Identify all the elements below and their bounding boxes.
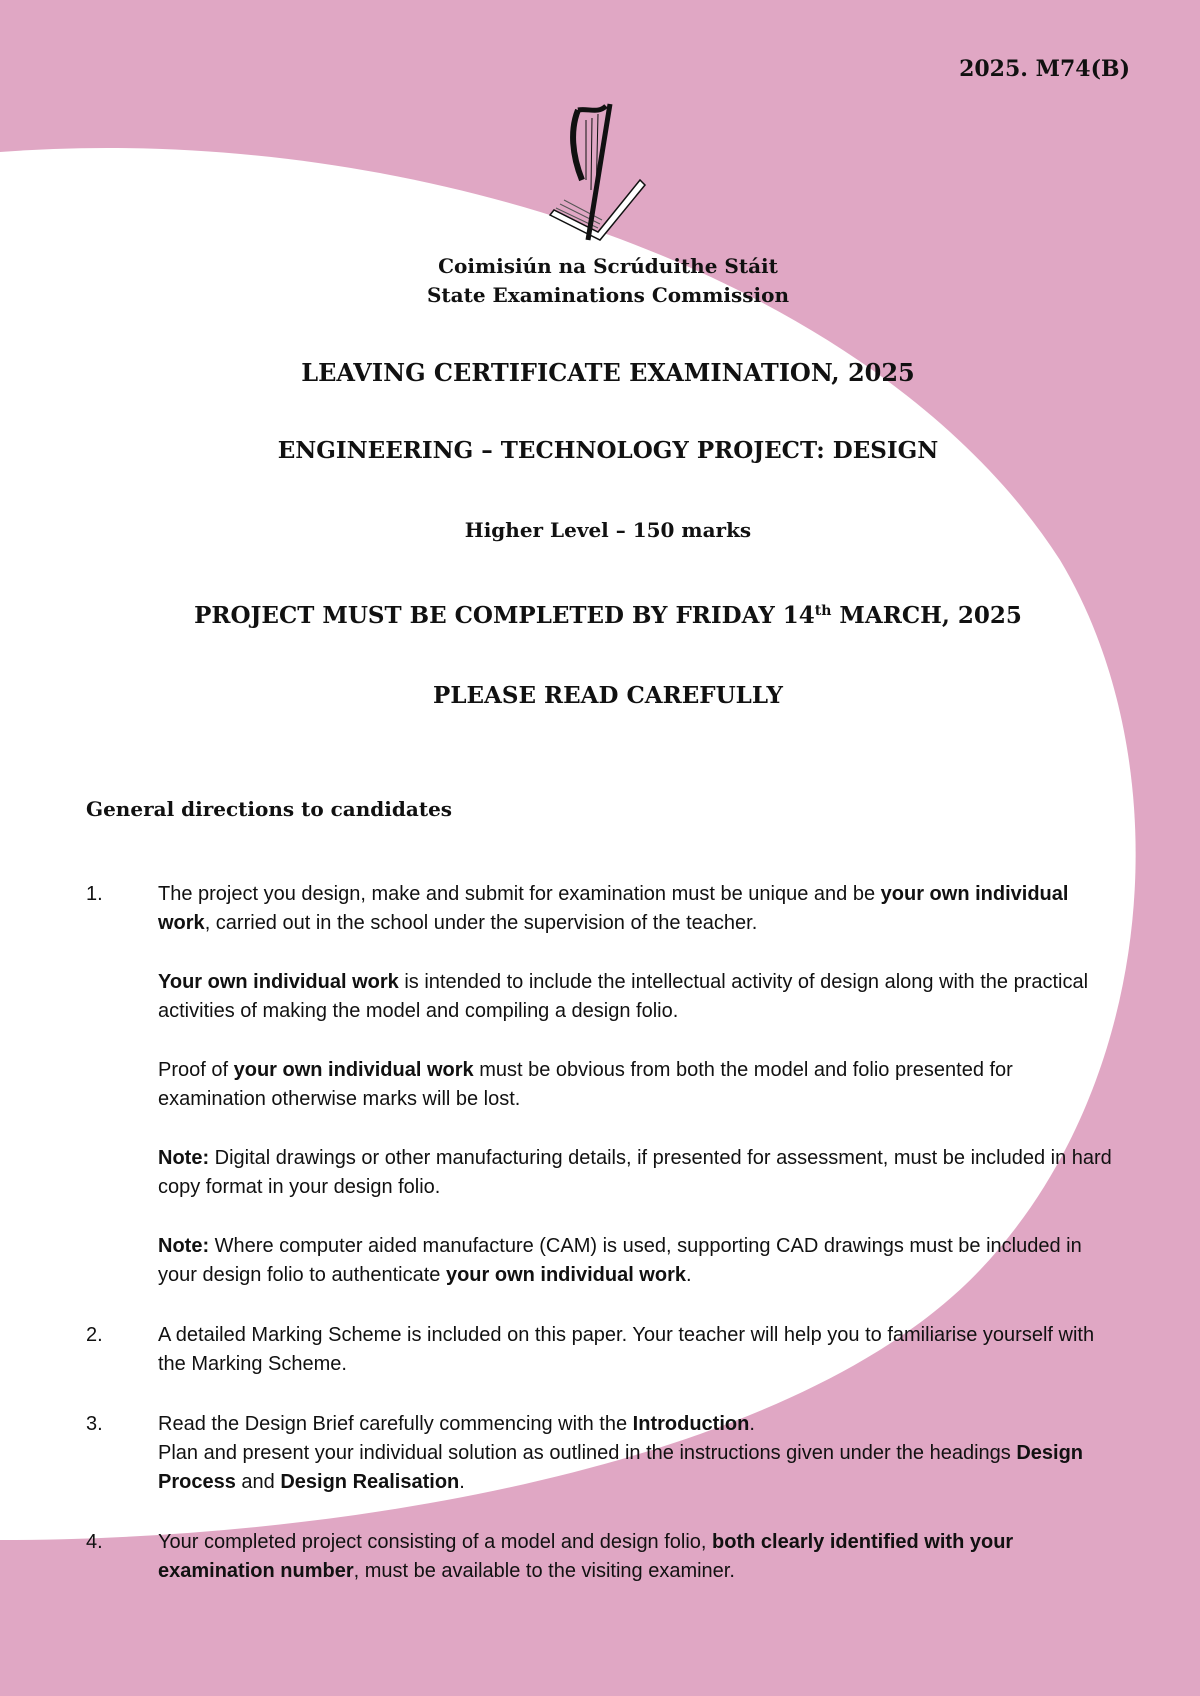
item-number: 1. xyxy=(86,883,103,905)
item1-paragraph-2: Your own individual work is intended to include the intellectual activity of design along with the practical activities of making the model and compiling a design folio. xyxy=(158,971,1089,1022)
item-number: 2. xyxy=(86,1324,103,1346)
read-carefully-notice: PLEASE READ CAREFULLY xyxy=(433,682,783,709)
org-name-english: State Examinations Commission xyxy=(426,283,790,307)
item-number: 3. xyxy=(86,1413,103,1435)
general-directions-heading: General directions to candidates xyxy=(86,797,453,821)
exam-title: LEAVING CERTIFICATE EXAMINATION, 2025 xyxy=(301,358,915,387)
item1-note-cam: Note: Where computer aided manufacture (CAM) is used, supporting CAD drawings must be included in your design folio to authenticate your own individual work. xyxy=(158,1235,1082,1286)
item1-note-digital-drawings: Note: Digital drawings or other manufacturing details, if presented for assessment, must be included in hard copy format in your design folio. xyxy=(158,1147,1112,1198)
paper-code: 2025. M74(B) xyxy=(959,56,1130,82)
item4-paragraph: Your completed project consisting of a model and design folio, both clearly identified with your examination number, must be available to the visiting examiner. xyxy=(158,1531,1014,1582)
item2-paragraph: A detailed Marking Scheme is included on this paper. Your teacher will help you to familiarise yourself with the Marking Scheme. xyxy=(158,1324,1095,1375)
item-number: 4. xyxy=(86,1531,103,1553)
deadline-notice: PROJECT MUST BE COMPLETED BY FRIDAY 14th MARCH, 2025 xyxy=(194,602,1022,629)
item3-paragraph: Read the Design Brief carefully commencing with the Introduction. Plan and present your individual solution as outlined in the instructions given under the headings Design Process and Design Realisation. xyxy=(158,1413,1084,1493)
harp-icon xyxy=(540,100,655,250)
item1-paragraph-1: The project you design, make and submit for examination must be unique and be your own individual work, carried out in the school under the supervision of the teacher. xyxy=(158,883,1069,934)
org-name-irish: Coimisiún na Scrúduithe Stáit xyxy=(438,254,778,278)
level-marks: Higher Level – 150 marks xyxy=(464,518,752,542)
subject-title: ENGINEERING – TECHNOLOGY PROJECT: DESIGN xyxy=(277,437,939,464)
item1-paragraph-3: Proof of your own individual work must be obvious from both the model and folio presented for examination otherwise marks will be lost. xyxy=(158,1059,1013,1110)
